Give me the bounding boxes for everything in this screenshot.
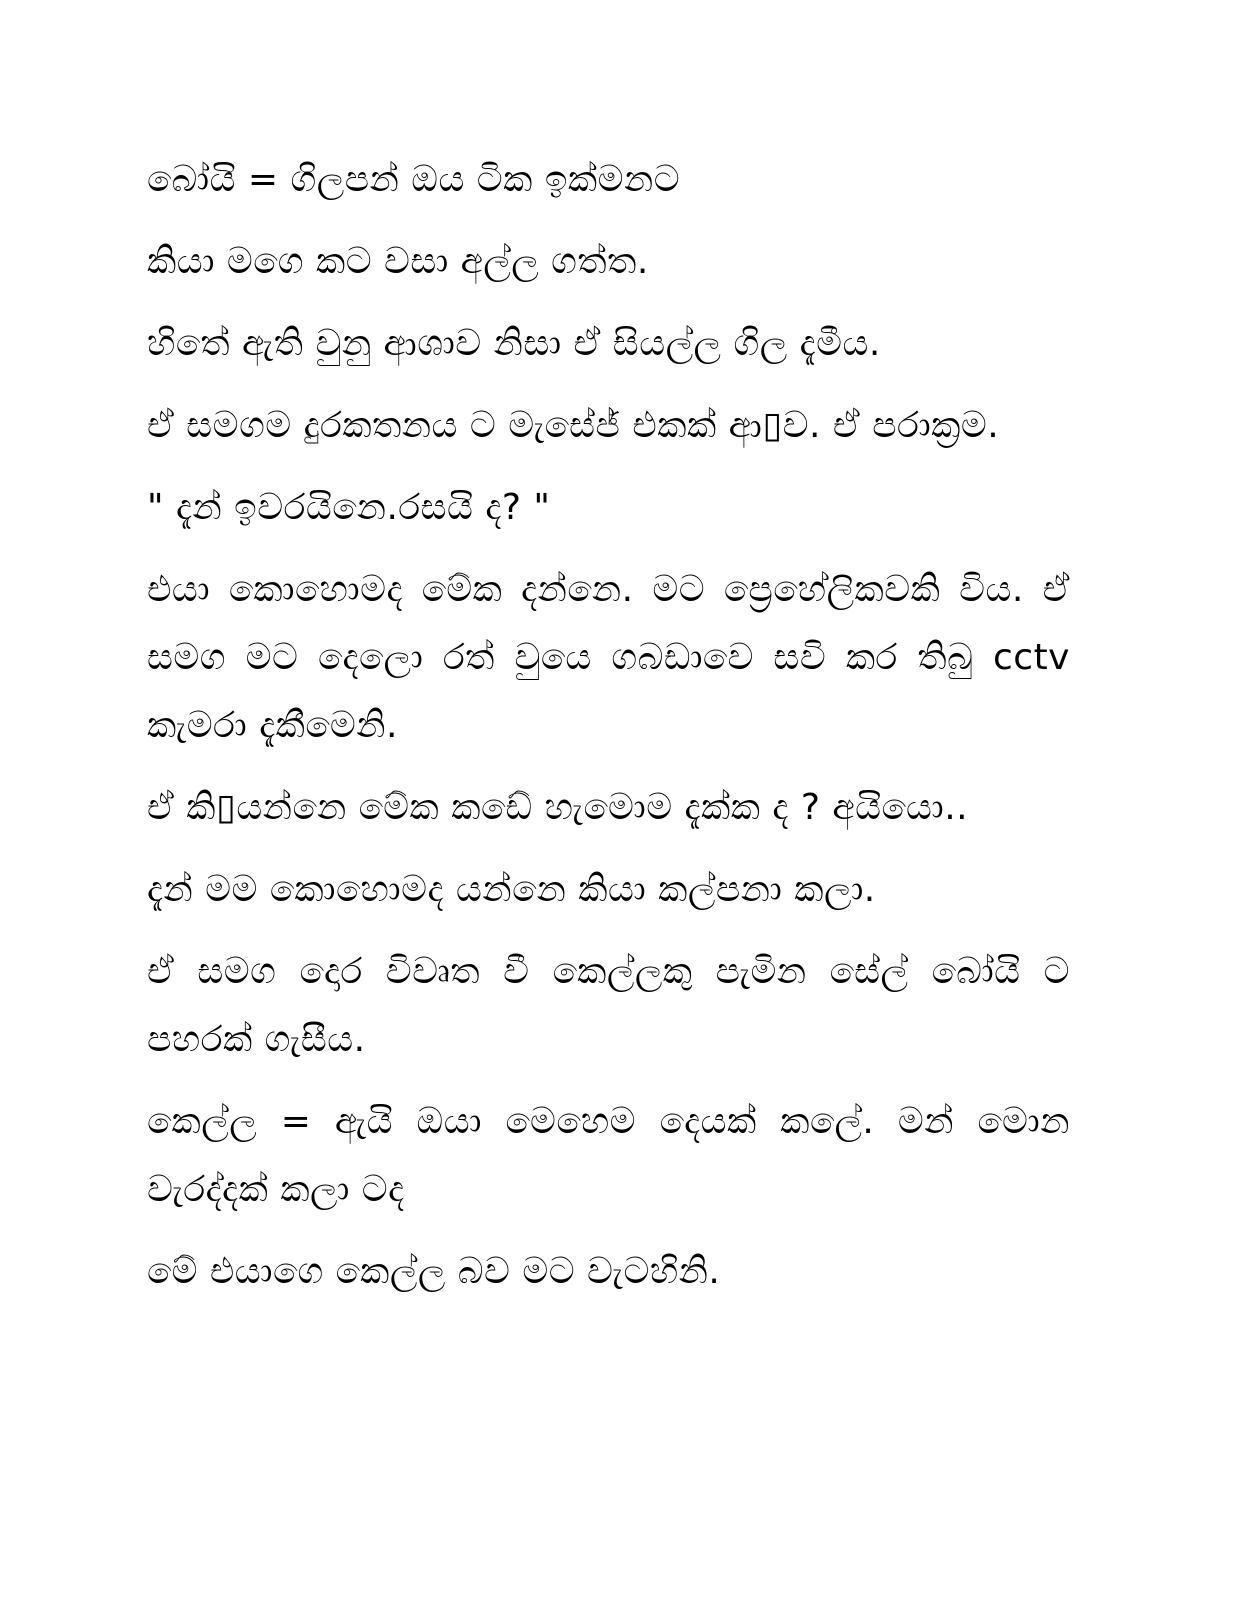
story-text (147, 146, 1070, 1320)
paragraph-8: දැන් මම කොහොමද යන්නෙ කියා කල්පනා කලා. (147, 869, 876, 910)
paragraph-10: කෙල්ල = ඇයි ඔයා මෙහෙම දෙයක් කලේ. මන් මොන වැරද්දක් කලා ටද (147, 1101, 1070, 1210)
paragraph-6: එයා කොහොමද මේක දන්නෙ. මට ප්‍රෙහේලිකවකි විය. ඒ සමග මට දෙලො රත් වුයෙ ගබඩාවෙ සවි කර තිබු cctv කැමරා දැකීමෙනි. (147, 569, 1070, 746)
paragraph-7: ඒ කි▯යන්නෙ මේක කඩේ හැමොම දැක්ක ද ? අයියො.. (147, 787, 969, 828)
paragraph-3: හිතේ ඇති වුනු ආශාව නිසා ඒ සියල්ල ගිල දැමීය. (147, 323, 881, 364)
paragraph-2: කියා මගෙ කට වසා අල්ල ගත්ත. (147, 241, 649, 282)
paragraph-1: බෝයි = ගිලපන් ඔය ටික ඉක්මනට (147, 159, 681, 200)
paragraph-5: " දැන් ඉවරයිනෙ.රසයි ද? " (147, 487, 551, 528)
paragraph-4: ඒ සමගම දුරකතනය ට මැසේජ් එකක් ආ▯ව. ඒ පරාක්‍රම. (147, 405, 1000, 446)
paragraph-9: ඒ සමග දොර විවෘත වී කෙල්ලකු පැමින සේල් බෝයි ට පහරක් ගැසීය. (147, 951, 1070, 1060)
paragraph-11: මේ එයාගෙ කෙල්ල බව මට වැටහිනි. (147, 1251, 721, 1292)
